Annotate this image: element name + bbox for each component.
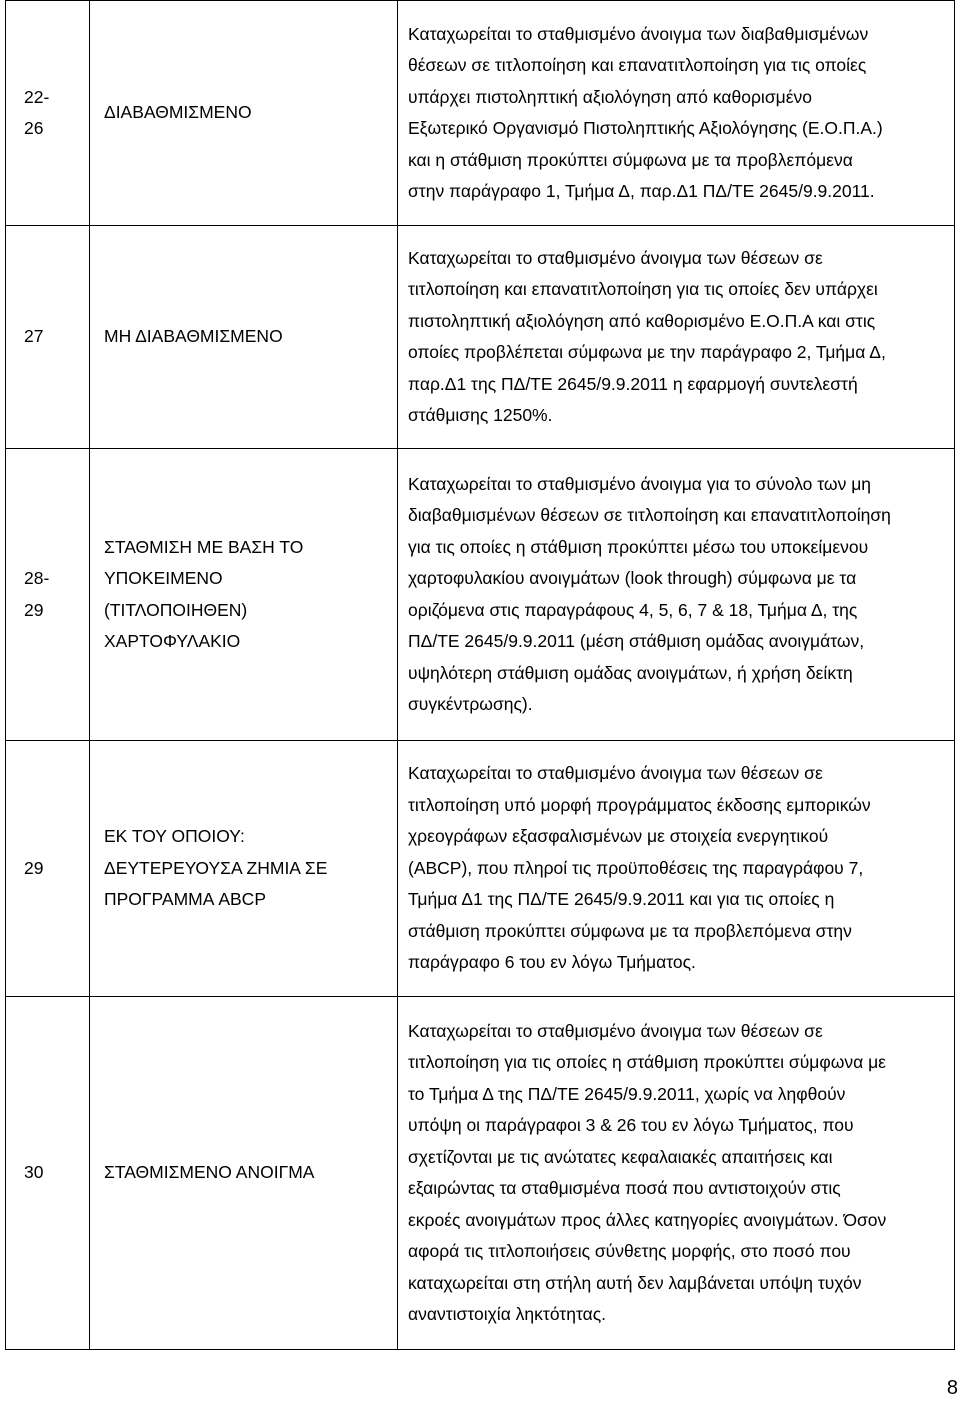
row-description-line: (ABCP), που πληροί τις προϋποθέσεις της παραγράφου 7, (408, 857, 864, 878)
row-description-line: παράγραφο 6 του εν λόγω Τμήματος. (408, 952, 696, 973)
row-category-line: ΣΤΑΘΜΙΣΜΕΝΟ ΑΝΟΙΓΜΑ (104, 1162, 315, 1183)
row-description-line: τιτλοποίηση και επανατιτλοποίηση για τις οποίες δεν υπάρχει (408, 279, 878, 299)
row-description-line: ΠΔ/ΤΕ 2645/9.9.2011 (μέση στάθμιση ομάδας ανοιγμάτων, (408, 631, 865, 651)
row-description-line: καταχωρείται στη στήλη αυτή δεν λαμβάνεται υπόψη τυχόν (408, 1272, 862, 1293)
row-category-line: ΧΑΡΤΟΦΥΛΑΚΙΟ (104, 631, 241, 651)
row-description-line: παρ.Δ1 της ΠΔ/ΤΕ 2645/9.9.2011 η εφαρμογή συντελεστή (408, 373, 858, 394)
row-code-line: 30 (24, 1162, 44, 1183)
row-description-cell (398, 741, 955, 997)
row-description-cell (398, 226, 955, 449)
row-description-line: συγκέντρωσης). (408, 694, 533, 714)
table-row (6, 449, 955, 741)
row-description-line: αφορά τις τιτλοποιήσεις σύνθετης μορφής, στο ποσό που (408, 1241, 851, 1261)
row-category-line: ΔΙΑΒΑΘΜΙΣΜΕΝΟ (104, 102, 252, 123)
row-description-cell (398, 997, 955, 1350)
row-category-line: (ΤΙΤΛΟΠΟΙΗΘΕΝ) (104, 599, 248, 620)
row-category-line: ΜΗ ΔΙΑΒΑΘΜΙΣΜΕΝΟ (104, 326, 283, 347)
row-description-line: Καταχωρείται το σταθμισμένο άνοιγμα των διαβαθμισμένων (408, 23, 869, 44)
row-code-line: 28- (24, 568, 50, 588)
row-code-cell (6, 997, 90, 1350)
row-description-line: στην παράγραφο 1, Τμήμα Δ, παρ.Δ1 ΠΔ/ΤΕ 2645/9.9.2011. (408, 181, 875, 201)
row-category-cell (90, 741, 398, 997)
row-description-cell (398, 449, 955, 741)
row-description-line: στάθμιση προκύπτει σύμφωνα με τα προβλεπόμενα στην (408, 920, 852, 941)
row-code-line: 26 (24, 118, 44, 138)
row-code-cell (6, 1, 90, 226)
row-category-cell (90, 449, 398, 741)
row-code-cell (6, 741, 90, 997)
row-category-cell (90, 1, 398, 226)
row-category-line: ΔΕΥΤΕΡΕΥΟΥΣΑ ΖΗΜΙΑ ΣΕ (104, 857, 328, 878)
row-category-line: ΠΡΟΓΡΑΜΜΑ ABCP (104, 889, 266, 910)
row-description-line: χρεογράφων εξασφαλισμένων με στοιχεία ενεργητικού (408, 826, 829, 847)
row-description-line: και η στάθμιση προκύπτει σύμφωνα με τα προβλεπόμενα (408, 149, 853, 170)
table-row (6, 1, 955, 226)
table-row (6, 741, 955, 997)
row-description-line: Καταχωρείται το σταθμισμένο άνοιγμα των θέσεων σε (408, 1020, 823, 1041)
row-description-line: το Τμήμα Δ της ΠΔ/ΤΕ 2645/9.9.2011, χωρίς να ληφθούν (408, 1083, 846, 1104)
row-description-line: τιτλοποίηση υπό μορφή προγράμματος έκδοσης εμπορικών (408, 794, 871, 815)
row-description-line: αναντιστοιχία ληκτότητας. (408, 1304, 607, 1324)
row-category-cell (90, 997, 398, 1350)
row-description-line: εξαιρώντας τα σταθμισμένα ποσά που αντιστοιχούν στις (408, 1178, 841, 1198)
row-description-line: υπόψη οι παράγραφοι 3 & 26 του εν λόγω Τμήματος, που (408, 1115, 854, 1135)
row-description-line: υπάρχει πιστοληπτική αξιολόγηση από καθορισμένο (408, 86, 812, 107)
table-row (6, 226, 955, 449)
row-description-line: οριζόμενα στις παραγράφους 4, 5, 6, 7 & 18, Τμήμα Δ, της (408, 599, 858, 620)
row-description-line: Καταχωρείται το σταθμισμένο άνοιγμα των θέσεων σε (408, 763, 823, 784)
row-category-line: ΕΚ ΤΟΥ ΟΠΟΙΟΥ: (104, 826, 245, 847)
row-description-line: Καταχωρείται το σταθμισμένο άνοιγμα για το σύνολο των μη (408, 473, 872, 494)
row-description-line: σχετίζονται με τις ανώτατες κεφαλαιακές απαιτήσεις και (408, 1146, 833, 1167)
row-code-line: 27 (24, 326, 44, 347)
row-code-line: 29 (24, 599, 44, 620)
row-description-line: διαβαθμισμένων θέσεων σε τιτλοποίηση και επανατιτλοποίηση (408, 505, 891, 525)
row-description-line: Τμήμα Δ1 της ΠΔ/ΤΕ 2645/9.9.2011 και για τις οποίες η (408, 889, 835, 910)
row-description-line: Καταχωρείται το σταθμισμένο άνοιγμα των θέσεων σε (408, 247, 823, 268)
row-description-line: οποίες προβλέπεται σύμφωνα με την παράγραφο 2, Τμήμα Δ, (408, 342, 886, 362)
row-category-line: ΥΠΟΚΕΙΜΕΝΟ (104, 568, 223, 588)
row-description-line: εκροές ανοιγμάτων προς άλλες κατηγορίες ανοιγμάτων. Όσον (408, 1209, 887, 1230)
document-table (5, 0, 955, 1350)
row-description-line: χαρτοφυλακίου ανοιγμάτων (look through) σύμφωνα με τα (408, 568, 857, 588)
row-description-line: υψηλότερη στάθμιση ομάδας ανοιγμάτων, ή χρήση δείκτη (408, 662, 853, 683)
row-description-line: για τις οποίες η στάθμιση προκύπτει μέσω του υποκείμενου (408, 536, 869, 557)
row-description-line: στάθμισης 1250%. (408, 405, 553, 425)
row-description-line: Εξωτερικό Οργανισμό Πιστοληπτικής Αξιολόγησης (Ε.Ο.Π.Α.) (408, 118, 883, 138)
row-description-cell (398, 1, 955, 226)
row-code-cell (6, 226, 90, 449)
page-number: 8 (946, 1377, 958, 1399)
row-category-line: ΣΤΑΘΜΙΣΗ ΜΕ ΒΑΣΗ ΤΟ (104, 536, 304, 557)
row-code-line: 22- (24, 86, 50, 107)
row-description-line: θέσεων σε τιτλοποίηση και επανατιτλοποίηση για τις οποίες (408, 55, 867, 75)
row-code-cell (6, 449, 90, 741)
row-code-line: 29 (24, 857, 44, 878)
row-category-cell (90, 226, 398, 449)
row-description-line: πιστοληπτική αξιολόγηση από καθορισμένο Ε.Ο.Π.Α και στις (408, 310, 876, 331)
table-row (6, 997, 955, 1350)
row-description-line: τιτλοποίηση για τις οποίες η στάθμιση προκύπτει σύμφωνα με (408, 1052, 886, 1072)
